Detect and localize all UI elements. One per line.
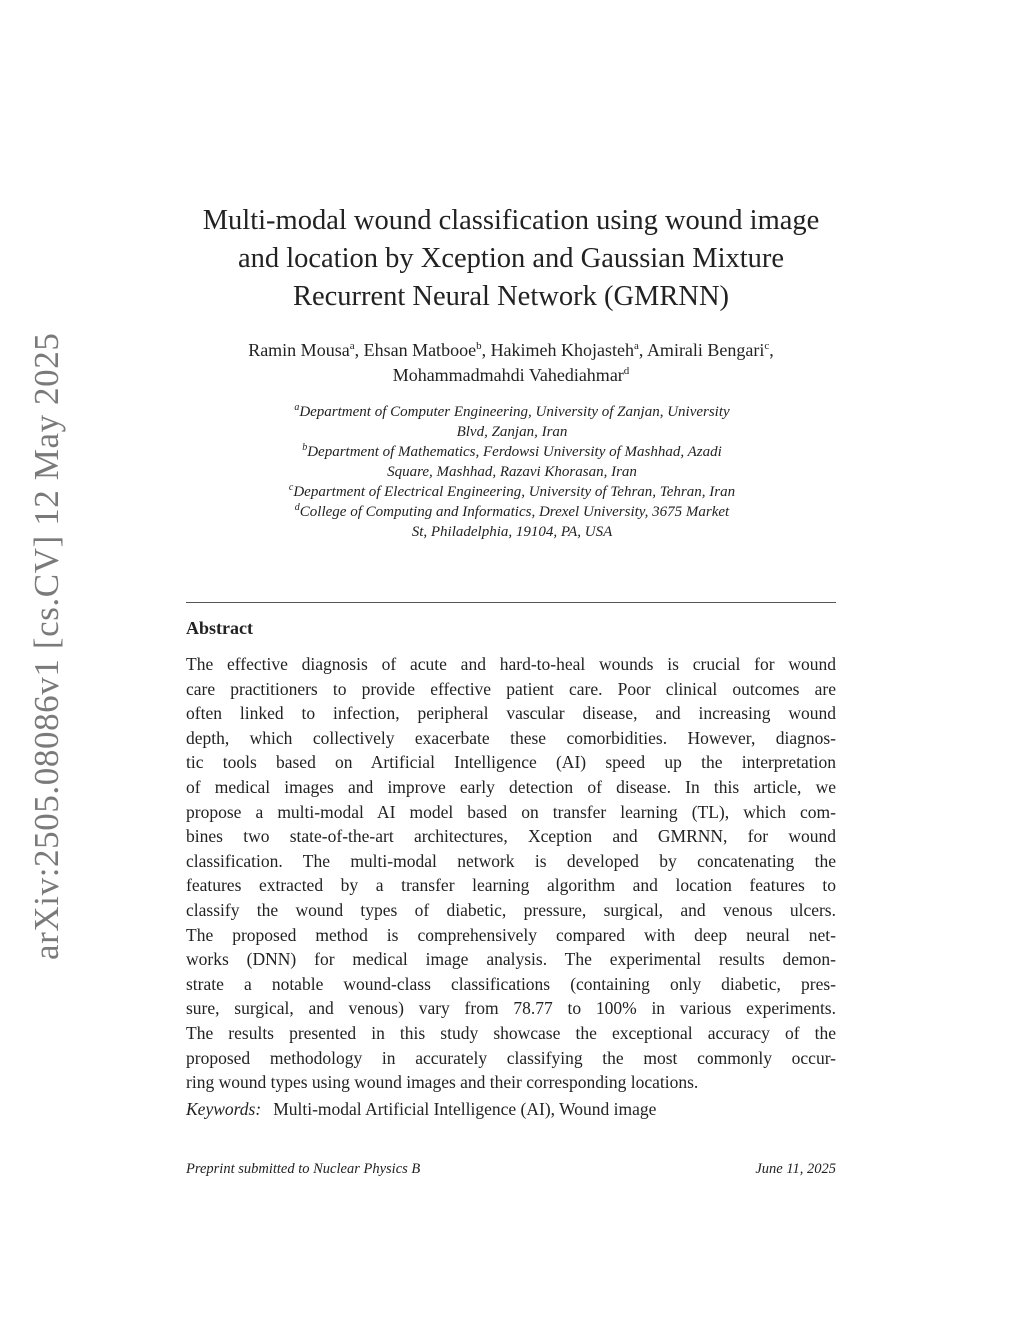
author-name: Ramin Mousa	[248, 340, 350, 360]
affiliation-line	[210, 482, 814, 502]
author-separator: ,	[481, 340, 491, 360]
abstract-line: care practitioners to provide effective patient care. Poor clinical outcomes are	[186, 678, 836, 699]
paper-title	[186, 202, 836, 316]
abstract-line: The proposed method is comprehensively compared with deep neural net-	[186, 924, 836, 945]
abstract-line: propose a multi-modal AI model based on transfer learning (TL), which com-	[186, 801, 836, 822]
author-name: Amirali Bengari	[646, 340, 765, 360]
author-affiliation-mark: a	[634, 340, 639, 352]
affiliation-line	[210, 502, 814, 522]
abstract-line: classify the wound types of diabetic, pressure, surgical, and venous ulcers.	[186, 899, 836, 920]
author-name: Mohammadmahdi Vahediahmar	[392, 365, 624, 385]
affiliation-line: Square, Mashhad, Razavi Khorasan, Iran	[387, 464, 637, 480]
keywords	[186, 1099, 656, 1120]
abstract-line: strate a notable wound-class classifications (containing only diabetic, pres-	[186, 973, 836, 994]
affiliation-mark: c	[288, 482, 294, 493]
affiliation-text: College of Computing and Informatics, Drexel University, 3675 Market	[299, 504, 730, 520]
affiliation-text: Department of Electrical Engineering, University of Tehran, Tehran, Iran	[293, 484, 736, 500]
title-line: and location by Xception and Gaussian Mixture	[237, 243, 785, 274]
affiliation-mark: d	[294, 502, 300, 513]
affiliation-list	[210, 402, 814, 542]
abstract-line: tic tools based on Artificial Intelligence (AI) speed up the interpretation	[186, 752, 836, 773]
author-separator: ,	[769, 340, 774, 360]
affiliation-line	[210, 442, 814, 462]
abstract-line: depth, which collectively exacerbate these comorbidities. However, diagnos-	[186, 727, 836, 748]
abstract-line: classification. The multi-modal network is developed by concatenating the	[186, 850, 836, 871]
abstract-line: sure, surgical, and venous) vary from 78.77 to 100% in various experiments.	[186, 998, 836, 1019]
abstract-body	[186, 652, 836, 1095]
author-separator: ,	[354, 340, 364, 360]
abstract-line: often linked to infection, peripheral vascular disease, and increasing wound	[186, 703, 836, 724]
author-affiliation-mark: b	[476, 340, 482, 352]
abstract-line: proposed methodology in accurately classifying the most commonly occur-	[186, 1047, 836, 1068]
section-divider	[186, 602, 836, 603]
author-line	[170, 363, 852, 388]
abstract-line: of medical images and improve early detection of disease. In this article, we	[186, 776, 836, 797]
affiliation-text: Department of Computer Engineering, University of Zanjan, University	[299, 404, 730, 420]
abstract-heading: Abstract	[186, 618, 253, 638]
author-name: Hakimeh Khojasteh	[490, 340, 635, 360]
author-affiliation-mark: d	[623, 365, 630, 377]
arxiv-identifier-stamp: arXiv:2505.08086v1 [cs.CV] 12 May 2025	[27, 332, 66, 960]
keywords-text: Multi-modal Artificial Intelligence (AI), Wound image	[273, 1099, 657, 1119]
abstract-line: features extracted by a transfer learning algorithm and location features to	[186, 875, 836, 896]
affiliation-line: Blvd, Zanjan, Iran	[456, 424, 568, 440]
preprint-note: Preprint submitted to Nuclear Physics B	[186, 1161, 421, 1177]
author-list	[170, 338, 852, 388]
author-affiliation-mark: a	[349, 340, 355, 352]
affiliation-mark: a	[294, 402, 300, 413]
affiliation-line	[210, 402, 814, 422]
abstract-line: The results presented in this study showcase the exceptional accuracy of the	[186, 1022, 836, 1043]
title-line: Multi-modal wound classification using wound image	[202, 205, 820, 236]
title-line: Recurrent Neural Network (GMRNN)	[292, 281, 730, 312]
author-separator: ,	[638, 340, 647, 360]
author-line	[170, 338, 852, 363]
author-affiliation-mark: c	[764, 340, 770, 352]
keywords-label: Keywords:	[186, 1099, 262, 1119]
affiliation-text: Department of Mathematics, Ferdowsi University of Mashhad, Azadi	[307, 444, 722, 460]
abstract-line: The effective diagnosis of acute and hard-to-heal wounds is crucial for wound	[186, 654, 836, 674]
abstract-line: ring wound types using wound images and their corresponding locations.	[186, 1072, 699, 1093]
author-name: Ehsan Matbooe	[363, 340, 477, 360]
abstract-line: bines two state-of-the-art architectures, Xception and GMRNN, for wound	[186, 826, 836, 847]
affiliation-line: St, Philadelphia, 19104, PA, USA	[411, 524, 613, 540]
abstract-line: works (DNN) for medical image analysis. The experimental results demon-	[186, 949, 836, 970]
footer-date: June 11, 2025	[755, 1161, 836, 1177]
affiliation-mark: b	[302, 442, 308, 453]
